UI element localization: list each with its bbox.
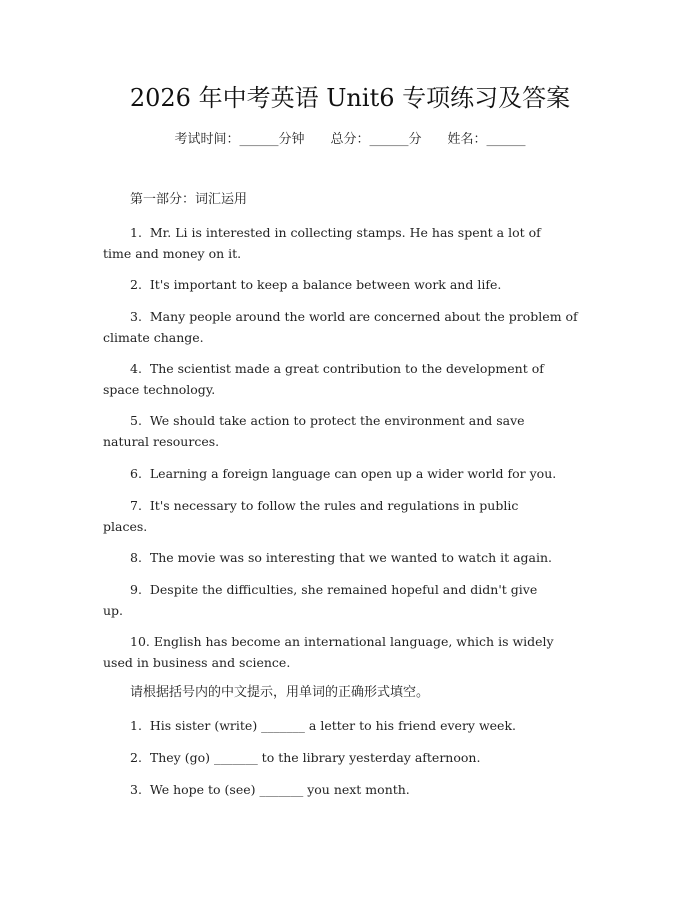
question-continuation: natural resources. [103, 434, 220, 449]
question-line: 3. Many people around the world are concerned about the problem of [130, 309, 578, 324]
question-line: 1. Mr. Li is interested in collecting stamps. He has spent a lot of [130, 225, 541, 240]
question-item [103, 358, 603, 400]
section-heading-fill-in: 请根据括号内的中文提示，用单词的正确形式填空。 [130, 685, 430, 700]
question-line: 6. Learning a foreign language can open up a wider world for you. [130, 466, 557, 481]
question-continuation: up. [103, 603, 124, 618]
question-line: 7. It's necessary to follow the rules and regulations in public [130, 498, 519, 513]
question-line: 2. They (go) _______ to the library yesterday afternoon. [130, 750, 481, 765]
question-line: 10. English has become an international language, which is widely [130, 634, 554, 649]
question-item [103, 463, 603, 484]
question-line: 3. We hope to (see) _______ you next month. [130, 782, 410, 797]
question-item [103, 222, 603, 264]
question-item [103, 547, 603, 568]
question-item [103, 495, 603, 537]
question-item [103, 306, 603, 348]
page-title: 2026 年中考英语 Unit6 专项练习及答案 [129, 84, 571, 112]
question-line: 2. It's important to keep a balance between work and life. [130, 277, 502, 292]
score-field: 总分：______分 [330, 132, 422, 147]
question-line: 9. Despite the difficulties, she remained hopeful and didn't give [130, 582, 538, 597]
section-heading-vocabulary: 第一部分：词汇运用 [130, 192, 248, 207]
exam-meta [0, 130, 700, 150]
question-continuation: space technology. [103, 382, 216, 397]
question-line: 1. His sister (write) _______ a letter to his friend every week. [130, 718, 517, 733]
question-item [103, 747, 603, 768]
question-item [103, 410, 603, 452]
question-item [103, 579, 603, 621]
question-continuation: time and money on it. [103, 246, 242, 261]
name-field: 姓名：______ [447, 132, 526, 147]
time-field: 考试时间：______分钟 [174, 132, 305, 147]
question-item [103, 715, 603, 736]
question-line: 5. We should take action to protect the environment and save [130, 413, 525, 428]
question-continuation: used in business and science. [103, 655, 291, 670]
question-continuation: places. [103, 519, 148, 534]
question-continuation: climate change. [103, 330, 204, 345]
question-line: 8. The movie was so interesting that we wanted to watch it again. [130, 550, 553, 565]
question-line: 4. The scientist made a great contribution to the development of [130, 361, 544, 376]
question-item [103, 274, 603, 295]
question-item [103, 779, 603, 800]
question-item [103, 631, 603, 673]
